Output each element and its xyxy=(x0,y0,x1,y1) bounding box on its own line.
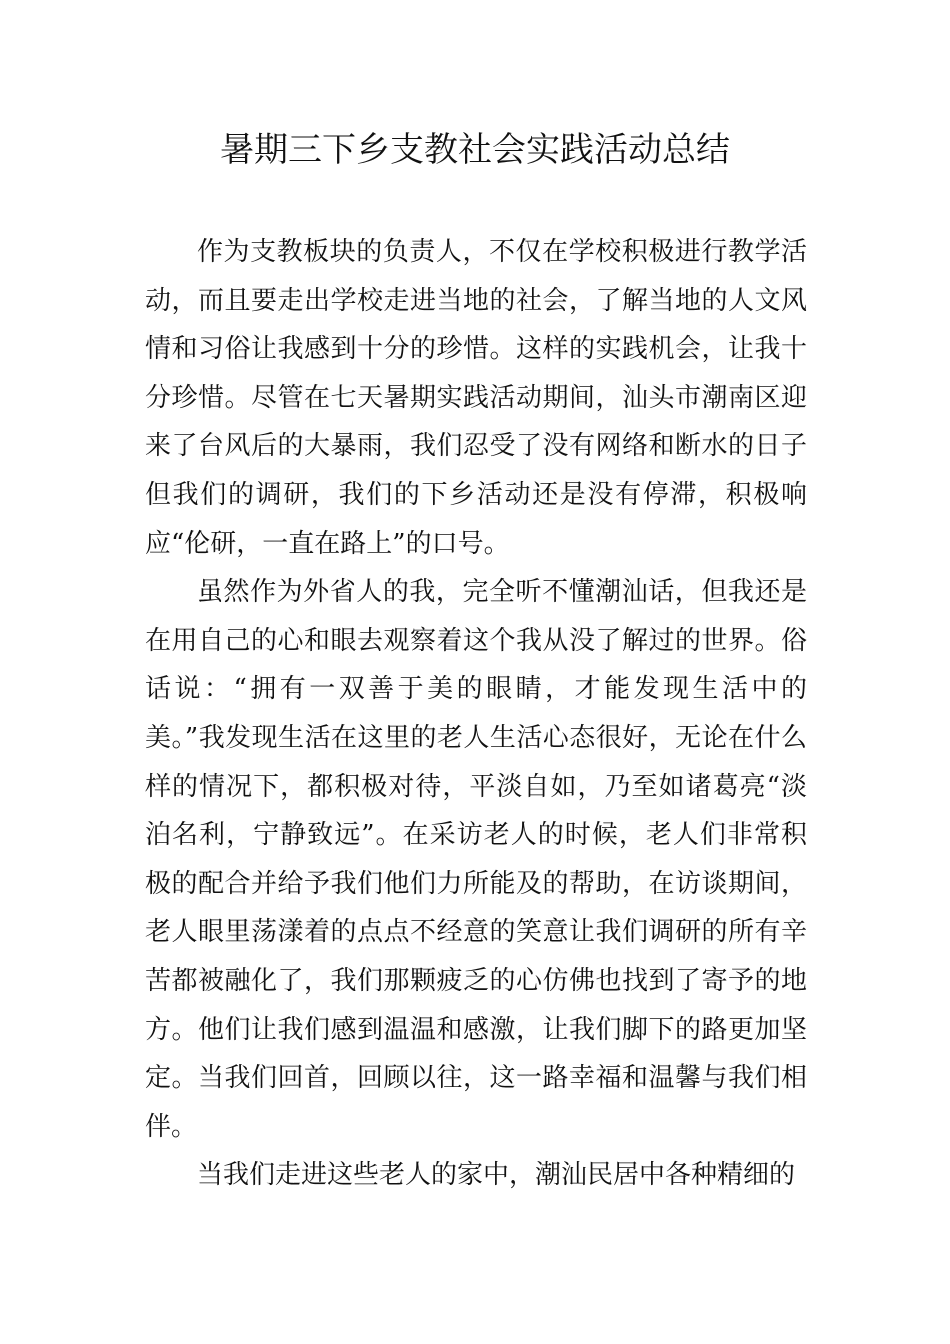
paragraph-3: 当我们走进这些老人的家中，潮汕民居中各种精细的 xyxy=(197,1160,796,1191)
document-body xyxy=(145,228,807,1200)
document-title: 暑期三下乡支教社会实践活动总结 xyxy=(220,130,730,170)
paragraph-1: 作为支教板块的负责人，不仅在学校积极进行教学活动，而且要走出学校走进当地的社会，了解当地的人文风情和习俗让我感到十分的珍惜。这样的实践机会，让我十分珍惜。尽管在七天暑期实践活动期间，汕头市潮南区迎来了台风后的大暴雨，我们忍受了没有网络和断水的日子但我们的调研，我们的下乡活动还是没有停滞，积极响应“伦研，一直在路上”的口号。 xyxy=(145,237,807,559)
paragraph-2: 虽然作为外省人的我，完全听不懂潮汕话，但我还是在用自己的心和眼去观察着这个我从没了解过的世界。俗话说：“拥有一双善于美的眼睛，才能发现生活中的美。”我发现生活在这里的老人生活心态很好，无论在什么样的情况下，都积极对待，平淡自如，乃至如诸葛亮“淡泊名利，宁静致远”。在采访老人的时候，老人们非常积极的配合并给予我们他们力所能及的帮助，在访谈期间，老人眼里荡漾着的点点不经意的笑意让我们调研的所有辛苦都被融化了，我们那颗疲乏的心仿佛也找到了寄予的地方。他们让我们感到温温和感激，让我们脚下的路更加坚定。当我们回首，回顾以往，这一路幸福和温馨与我们相伴。 xyxy=(145,577,807,1142)
